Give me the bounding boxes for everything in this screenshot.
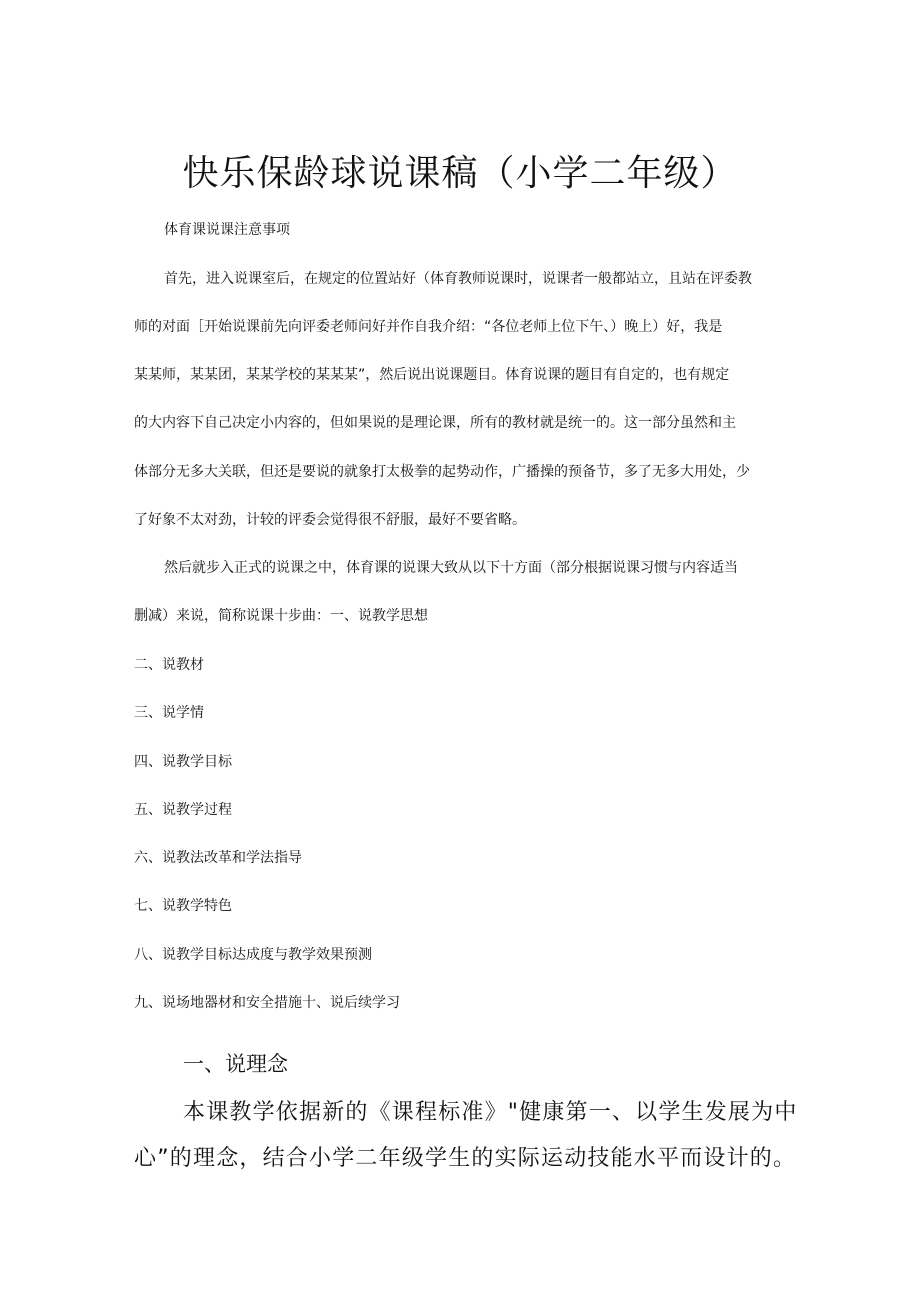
list-item: 五、说教学过程 bbox=[134, 802, 232, 818]
paragraph-line: 师的对面［开始说课前先向评委老师问好并作自我介绍：“各位老师上位下午、）晚上）好，我是 bbox=[134, 319, 723, 335]
paragraph-line: 首先，进入说课室后，在规定的位置站好（体育教师说课时，说课者一般都站立，且站在评委教 bbox=[164, 271, 752, 287]
paragraph-line: 删减）来说，简称说课十步曲：一、说教学思想 bbox=[134, 608, 428, 624]
list-item: 三、说学情 bbox=[134, 705, 204, 721]
paragraph-line: 的大内容下自己决定小内容的，但如果说的是理论课，所有的教材就是统一的。这一部分虽然和主 bbox=[134, 415, 736, 431]
document-title: 快乐保龄球说课稿（小学二年级） bbox=[182, 153, 738, 194]
paragraph-line: 某某师，某某团，某某学校的某某某”，然后说出说课题目。体育说课的题目有自定的，也有规定 bbox=[134, 367, 730, 383]
section-line: 本课教学依据新的《课程标准》"健康第一、以学生发展为中 bbox=[183, 1100, 798, 1125]
list-item: 四、说教学目标 bbox=[134, 754, 232, 770]
list-item: 七、说教学特色 bbox=[134, 898, 232, 914]
list-item: 八、说教学目标达成度与教学效果预测 bbox=[134, 947, 372, 963]
section-heading: 一、说理念 bbox=[183, 1052, 288, 1076]
paragraph-line: 体部分无多大关联，但还是要说的就象打太极拳的起势动作，广播操的预备节，多了无多大用处，少 bbox=[134, 464, 750, 480]
section-line: 心”的理念，结合小学二年级学生的实际运动技能水平而设计的。 bbox=[134, 1146, 797, 1171]
list-item: 二、说教材 bbox=[134, 657, 204, 673]
paragraph-line: 了好象不太对劲，计较的评委会觉得很不舒服，最好不要省略。 bbox=[134, 512, 526, 528]
subheading: 体育课说课注意事项 bbox=[164, 222, 290, 238]
list-item: 六、说教法改革和学法指导 bbox=[134, 850, 302, 866]
list-item: 九、说场地器材和安全措施十、说后续学习 bbox=[134, 995, 400, 1011]
paragraph-line: 然后就步入正式的说课之中，体育课的说课大致从以下十方面（部分根据说课习惯与内容适当 bbox=[164, 560, 738, 576]
